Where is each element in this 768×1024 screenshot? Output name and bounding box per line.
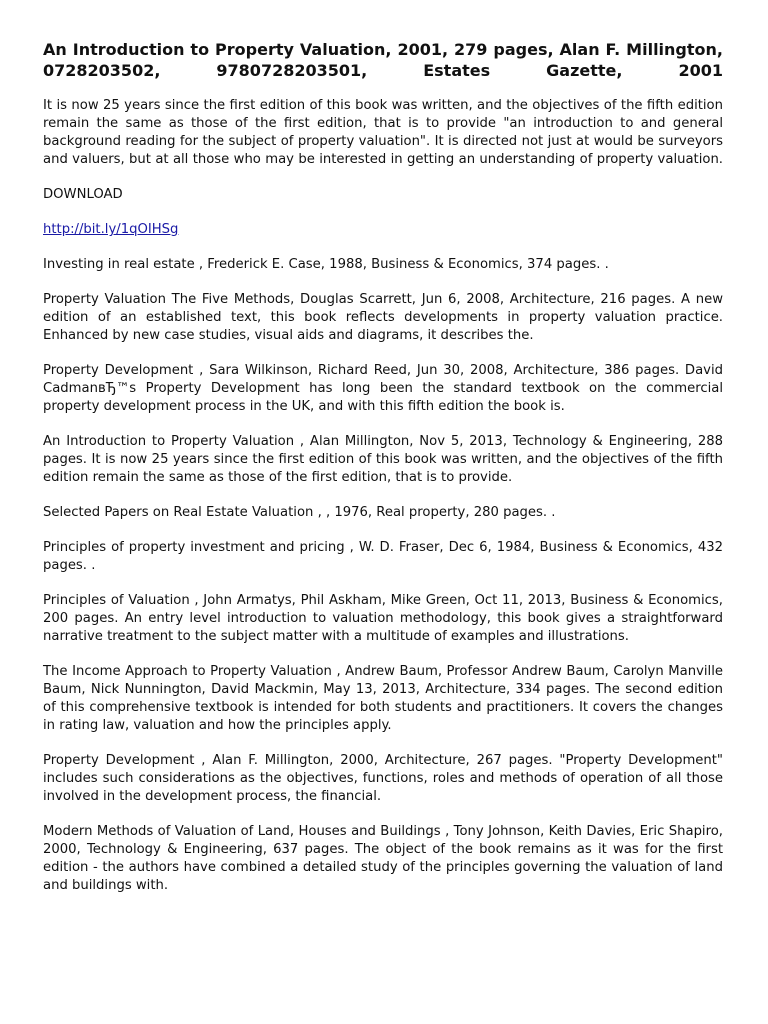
download-link[interactable]: http://bit.ly/1qOIHSg bbox=[43, 222, 179, 237]
entry-paragraph: Modern Methods of Valuation of Land, Houses and Buildings , Tony Johnson, Keith Davies, Eric Shapiro, 2000, Technology & Engineering, 637 pages. The object of the book remains as it was for the first edition - the authors have combined a detailed study of the principles governing the valuation of land and buildings with. bbox=[43, 824, 723, 893]
entry-paragraph: Principles of Valuation , John Armatys, Phil Askham, Mike Green, Oct 11, 2013, Business & Economics, 200 pages. An entry level introduction to valuation methodology, this book gives a straightforward narrative treatment to the subject matter with a multitude of examples and illustrations. bbox=[43, 593, 723, 644]
download-label: DOWNLOAD bbox=[43, 187, 123, 202]
entry-paragraph: Principles of property investment and pricing , W. D. Fraser, Dec 6, 1984, Business & Economics, 432 pages. . bbox=[43, 540, 723, 573]
entry-paragraph: Investing in real estate , Frederick E. Case, 1988, Business & Economics, 374 pages. . bbox=[43, 257, 609, 272]
entry-paragraph: The Income Approach to Property Valuation , Andrew Baum, Professor Andrew Baum, Carolyn Manville Baum, Nick Nunnington, David Mackmin, May 13, 2013, Architecture, 334 pages. The second edition of this comprehensive textbook is intended for both students and practitioners. It covers the changes in rating law, valuation and how the principles apply. bbox=[43, 664, 723, 733]
entry-paragraph: Property Development , Sara Wilkinson, Richard Reed, Jun 30, 2008, Architecture, 386 pages. David CadmanвЂ™s Property Development has long been the standard textbook on the commercial property development process in the UK, and with this fifth edition the book is. bbox=[43, 363, 723, 414]
entry-paragraph: An Introduction to Property Valuation , Alan Millington, Nov 5, 2013, Technology & Engineering, 288 pages. It is now 25 years since the first edition of this book was written, and the objectives of the fifth edition remain the same as those of the first edition, that is to provide. bbox=[43, 434, 723, 485]
book-title: An Introduction to Property Valuation, 2001, 279 pages, Alan F. Millington, 0728203502, 9780728203501, Estates Gazette, 2001 bbox=[43, 40, 723, 80]
intro-paragraph: It is now 25 years since the first edition of this book was written, and the objectives of the fifth edition remain the same as those of the first edition, that is to provide "an introduction to and general background reading for the subject of property valuation". It is directed not just at would be surveyors and valuers, but at all those who may be interested in getting an understanding of property valuation. bbox=[43, 98, 723, 167]
entry-paragraph: Property Valuation The Five Methods, Douglas Scarrett, Jun 6, 2008, Architecture, 216 pages. A new edition of an established text, this book reflects developments in property valuation practice. Enhanced by new case studies, visual aids and diagrams, it describes the. bbox=[43, 292, 723, 343]
entry-paragraph: Property Development , Alan F. Millington, 2000, Architecture, 267 pages. "Property Development" includes such considerations as the objectives, functions, roles and methods of operation of all those involved in the development process, the financial. bbox=[43, 753, 723, 804]
document-page bbox=[43, 39, 723, 912]
entry-paragraph: Selected Papers on Real Estate Valuation , , 1976, Real property, 280 pages. . bbox=[43, 505, 556, 520]
